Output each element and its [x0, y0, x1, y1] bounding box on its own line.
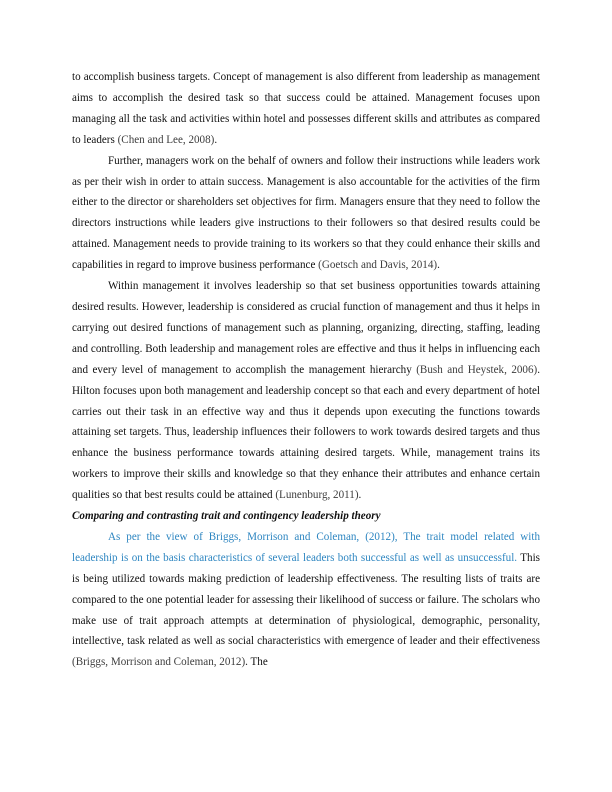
citation: (Goetsch and Davis, 2014)	[318, 259, 438, 272]
citation: (Lunenburg, 2011)	[275, 489, 359, 502]
paragraph-end: .	[214, 133, 218, 146]
citation: (Briggs, Morrison and Coleman, 2012)	[72, 656, 246, 669]
paragraph-management-vs-leadership	[72, 67, 540, 151]
paragraph-end: . The	[245, 656, 268, 669]
citation: (Chen and Lee, 2008)	[117, 133, 215, 146]
paragraph-text: . Hilton focuses upon both management and leadership concept so that each and every department of hotel carries out their task in an effective way and thus it depends upon executing the functions towards attaining set targets. Thus, leadership influences their followers to work towards desired targets and thus enhance the business performance towards attaining desired targets. While, management trains its workers to improve their skills and knowledge so that they enhance their attributes and enhance certain qualities so that best results could be attained	[72, 363, 540, 502]
paragraph-managers-role	[72, 151, 540, 276]
section-heading: Comparing and contrasting trait and contingency leadership theory	[72, 510, 381, 523]
paragraph-end: .	[358, 489, 362, 502]
paragraph-text: This is being utilized towards making prediction of leadership effectiveness. The resulting lists of traits are compared to the one potential leader for assessing their likelihood of success or failure. The scholars who make use of trait approach attempts at determination of physiological, demographic, personality, intellective, task related as well as social characteristics with emergence of leader and their effectiveness	[72, 551, 541, 648]
paragraph-text: to accomplish business targets. Concept of management is also different from leadership as management aims to accomplish the desired task so that success could be attained. Management focuses upon managing all the task and activities within hotel and possesses different skills and attributes as compared to leaders	[72, 71, 540, 146]
citation: (Bush and Heystek, 2006)	[416, 363, 538, 376]
paragraph-text: Further, managers work on the behalf of owners and follow their instructions while leaders work as per their wish in order to attain success. Management is also accountable for the activities of the firm either to the director or shareholders set objectives for firm. Managers ensure that they need to follow the directors instructions while leaders give instructions to their followers so that desired results could be attained. Management needs to provide training to its workers so that they could enhance their skills and capabilities in regard to improve business performance	[72, 154, 540, 272]
paragraph-text: Within management it involves leadership so that set business opportunities towards attaining desired results. However, leadership is considered as crucial function of management and thus it helps in carrying out desired functions of management such as planning, organizing, directing, staffing, leading and controlling. Both leadership and management roles are effective and thus it helps in influencing each and every level of management to accomplish the management hierarchy	[72, 280, 540, 376]
paragraph-trait-model	[72, 527, 540, 673]
paragraph-end: .	[437, 259, 440, 272]
paragraph-leadership-within-management	[72, 276, 540, 506]
highlighted-text: As per the view of Briggs, Morrison and Coleman, (2012), The trait model related with leadership is on the basis characteristics of several leaders both successful as well as unsuccessful.	[72, 530, 540, 564]
